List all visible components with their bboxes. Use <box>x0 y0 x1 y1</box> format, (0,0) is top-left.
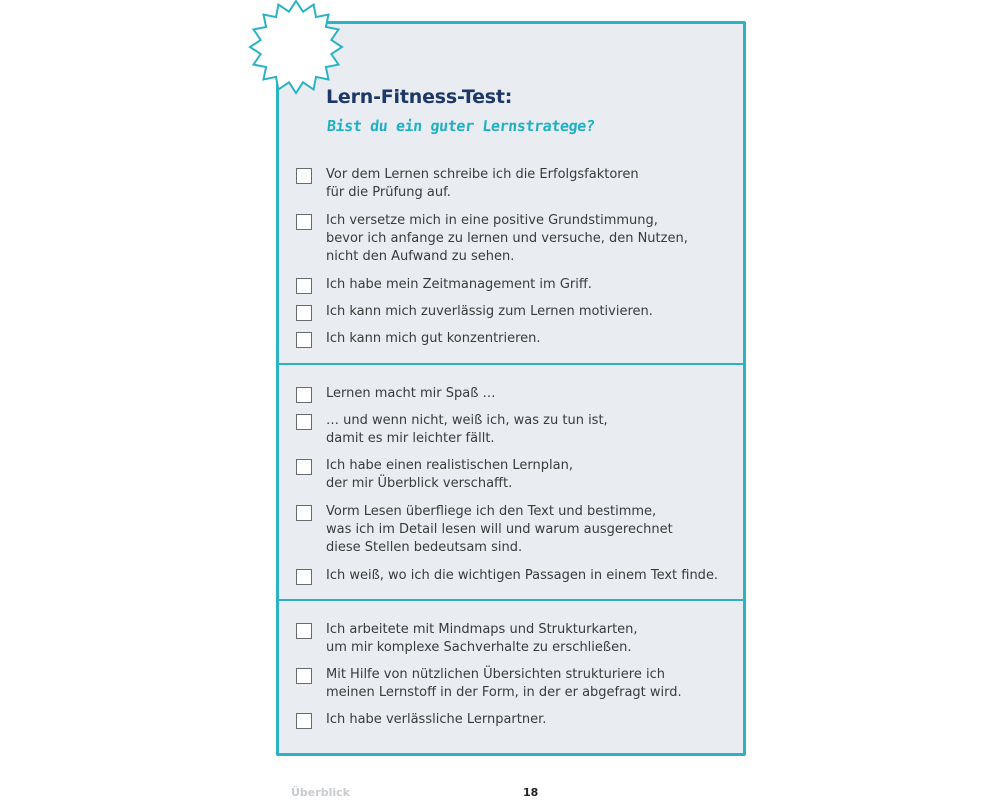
section-divider <box>279 363 746 365</box>
checklist-item-text: Vorm Lesen überfliege ich den Text und bestimme, was ich im Detail lesen will und warum ausgerechnet diese Stellen bedeutsam sind. <box>326 504 673 555</box>
section-divider <box>279 599 746 601</box>
checklist-item-text: Vor dem Lernen schreibe ich die Erfolgsfaktoren für die Prüfung auf. <box>326 167 639 200</box>
checkbox[interactable] <box>296 332 312 348</box>
checkbox[interactable] <box>296 713 312 729</box>
starburst-badge <box>247 0 345 96</box>
checklist-item-text: Ich versetze mich in eine positive Grundstimmung, bevor ich anfange zu lernen und versuche, den Nutzen, nicht den Aufwand zu sehen. <box>326 213 688 264</box>
checkbox[interactable] <box>296 278 312 294</box>
checklist-item-text: Ich weiß, wo ich die wichtigen Passagen in einem Text finde. <box>326 568 719 583</box>
checklist-item-text: Ich habe verlässliche Lernpartner. <box>326 712 547 727</box>
checkbox[interactable] <box>296 623 312 639</box>
checklist-item-text: Ich habe einen realistischen Lernplan, der mir Überblick verschafft. <box>326 458 573 491</box>
checklist-item-text: Ich habe mein Zeitmanagement im Griff. <box>326 277 592 292</box>
checklist-item-text: … und wenn nicht, weiß ich, was zu tun ist, damit es mir leichter fällt. <box>326 413 608 446</box>
checklist-item-text: Ich kann mich zuverlässig zum Lernen motivieren. <box>326 304 653 319</box>
page-number: 18 <box>523 786 539 799</box>
checkbox[interactable] <box>296 414 312 430</box>
page-title: Lern-Fitness-Test: <box>326 86 513 108</box>
checklist-item-text: Lernen macht mir Spaß … <box>326 386 496 401</box>
checkbox[interactable] <box>296 505 312 521</box>
checkbox[interactable] <box>296 387 312 403</box>
checkbox[interactable] <box>296 305 312 321</box>
checkbox[interactable] <box>296 168 312 184</box>
checklist-item-text: Mit Hilfe von nützlichen Übersichten strukturiere ich meinen Lernstoff in der Form, in der er abgefragt wird. <box>326 667 682 700</box>
footer-section-label: Überblick <box>291 786 350 799</box>
checkbox[interactable] <box>296 459 312 475</box>
checkbox[interactable] <box>296 668 312 684</box>
page-subtitle: Bist du ein guter Lernstratege? <box>326 117 596 135</box>
checklist-item-text: Ich kann mich gut konzentrieren. <box>326 331 541 346</box>
checkbox[interactable] <box>296 569 312 585</box>
checklist-item-text: Ich arbeitete mit Mindmaps und Strukturkarten, um mir komplexe Sachverhalte zu erschließen. <box>326 622 638 655</box>
checkbox[interactable] <box>296 214 312 230</box>
